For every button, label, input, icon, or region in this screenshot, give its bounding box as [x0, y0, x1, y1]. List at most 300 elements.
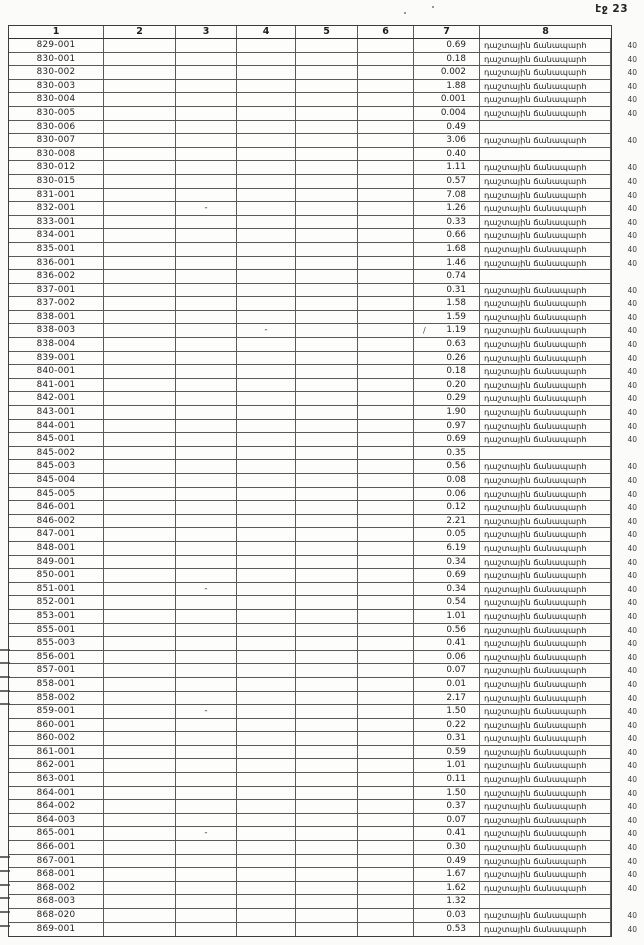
col5-cell — [296, 501, 358, 514]
margin-note: 40 — [627, 54, 637, 64]
col5-cell — [296, 257, 358, 270]
col2-cell — [104, 447, 176, 460]
table-row — [9, 637, 637, 651]
col6-cell — [358, 515, 414, 528]
col5-cell — [296, 270, 358, 283]
area-value: 0.06 — [446, 651, 466, 662]
col4-cell — [237, 610, 296, 623]
margin-note: 40 — [627, 476, 637, 485]
land-use-cell: դաշտային ճանապարհ — [480, 542, 611, 555]
col3-cell — [176, 406, 237, 419]
area-value: 2.21 — [446, 515, 466, 526]
col6-cell — [358, 692, 414, 705]
col3-cell — [176, 923, 237, 937]
area-value: 0.97 — [446, 420, 466, 431]
scan-speck — [432, 6, 434, 8]
margin-note: 40 — [627, 217, 637, 227]
scan-artifact — [0, 676, 10, 678]
table-row — [9, 406, 637, 420]
land-use-cell: դաշտային ճանապարհ — [480, 732, 611, 745]
table-row — [9, 719, 637, 733]
col4-cell — [237, 216, 296, 229]
area-value: 1.88 — [446, 80, 466, 91]
col6-cell — [358, 664, 414, 677]
col3-cell — [176, 787, 237, 800]
area-cell — [414, 569, 480, 582]
table-row — [9, 773, 637, 787]
col6-cell — [358, 569, 414, 582]
area-cell — [414, 651, 480, 664]
col5-cell — [296, 651, 358, 664]
margin-note: 40 — [627, 258, 637, 268]
col5-cell — [296, 719, 358, 732]
col2-cell — [104, 596, 176, 609]
col6-cell — [358, 923, 414, 937]
col3-cell — [176, 651, 237, 664]
col3-cell — [176, 447, 237, 460]
col4-cell — [237, 284, 296, 297]
parcel-code: 838-004 — [9, 338, 104, 351]
parcel-code: 853-001 — [9, 610, 104, 623]
col4-cell — [237, 732, 296, 745]
area-cell — [414, 420, 480, 433]
col6-cell — [358, 284, 414, 297]
parcel-code: 843-001 — [9, 406, 104, 419]
margin-note: 40 — [627, 489, 637, 499]
table-row — [9, 365, 637, 379]
parcel-code: 844-001 — [9, 420, 104, 433]
col5-cell — [296, 692, 358, 705]
area-value: 0.59 — [446, 746, 466, 757]
land-use-cell: դաշտային ճանապարհ — [480, 202, 611, 215]
col2-cell — [104, 379, 176, 392]
column-header: 8 — [542, 26, 549, 37]
col3-cell — [176, 66, 237, 79]
land-use-cell: դաշտային ճանապարհ — [480, 651, 611, 664]
land-use-cell — [480, 447, 611, 460]
margin-note: 40 — [627, 625, 637, 635]
col4-cell — [237, 814, 296, 827]
area-value: 7.08 — [446, 189, 466, 200]
col2-cell — [104, 528, 176, 541]
parcel-code: 830-005 — [9, 107, 104, 120]
col2-cell — [104, 270, 176, 283]
area-value: 0.12 — [446, 502, 466, 513]
col2-cell — [104, 692, 176, 705]
area-value: 0.41 — [446, 828, 466, 839]
col6-cell — [358, 556, 414, 569]
area-value: 1.50 — [446, 787, 466, 798]
col4-cell: - — [237, 324, 296, 337]
col2-cell — [104, 705, 176, 718]
margin-note: 40 — [627, 95, 637, 105]
col4-cell — [237, 66, 296, 79]
col6-cell — [358, 542, 414, 555]
col2-cell — [104, 909, 176, 922]
land-use-cell: դաշտային ճանապարհ — [480, 909, 611, 922]
col3-cell — [176, 909, 237, 922]
area-value: 0.06 — [446, 488, 466, 499]
col3-cell — [176, 732, 237, 745]
col4-cell — [237, 841, 296, 854]
table-row — [9, 528, 637, 542]
margin-note: 40 — [627, 584, 637, 594]
parcel-code: 830-002 — [9, 66, 104, 79]
col6-cell — [358, 229, 414, 242]
area-value: 1.32 — [446, 896, 466, 907]
col3-cell — [176, 189, 237, 202]
table-row — [9, 678, 637, 692]
land-use-cell: դաշտային ճանապարհ — [480, 759, 611, 772]
parcel-code: 838-001 — [9, 311, 104, 324]
area-value: 1.68 — [446, 243, 466, 254]
col3-cell — [176, 637, 237, 650]
table-row — [9, 324, 637, 338]
land-use-cell: դաշտային ճանապարհ — [480, 107, 611, 120]
area-cell — [414, 93, 480, 106]
parcel-code: 848-001 — [9, 542, 104, 555]
land-use-cell: դաշտային ճանապարհ — [480, 583, 611, 596]
area-value: 0.20 — [446, 379, 466, 390]
col3-cell — [176, 515, 237, 528]
land-use-cell: դաշտային ճանապարհ — [480, 352, 611, 365]
col6-cell — [358, 759, 414, 772]
col3-cell — [176, 379, 237, 392]
col2-cell — [104, 800, 176, 813]
col3-cell — [176, 855, 237, 868]
area-cell — [414, 474, 480, 487]
col2-cell — [104, 324, 176, 337]
col5-cell — [296, 121, 358, 134]
col6-cell — [358, 189, 414, 202]
parcel-code: 837-001 — [9, 284, 104, 297]
col4-cell — [237, 338, 296, 351]
col5-cell — [296, 460, 358, 473]
area-cell — [414, 53, 480, 66]
area-value: 0.18 — [446, 366, 466, 377]
col5-cell — [296, 569, 358, 582]
parcel-code: 845-004 — [9, 474, 104, 487]
area-value: 0.31 — [446, 284, 466, 295]
col3-cell: - — [176, 583, 237, 596]
area-value: 0.54 — [446, 597, 466, 608]
col5-cell — [296, 664, 358, 677]
table-row — [9, 66, 637, 80]
col6-cell — [358, 175, 414, 188]
parcel-code: 830-007 — [9, 134, 104, 147]
parcel-code: 830-006 — [9, 121, 104, 134]
col3-cell — [176, 882, 237, 895]
col5-cell — [296, 420, 358, 433]
col4-cell — [237, 923, 296, 937]
land-use-cell: դաշտային ճանապարհ — [480, 719, 611, 732]
col3-cell — [176, 93, 237, 106]
area-value: 1.62 — [446, 882, 466, 893]
area-cell — [414, 324, 480, 337]
area-cell — [414, 596, 480, 609]
land-use-cell: դաշտային ճանապարհ — [480, 746, 611, 759]
col6-cell — [358, 352, 414, 365]
col4-cell — [237, 107, 296, 120]
area-cell — [414, 882, 480, 895]
col6-cell — [358, 596, 414, 609]
table-row — [9, 80, 637, 94]
col5-cell — [296, 80, 358, 93]
area-cell — [414, 759, 480, 772]
area-cell — [414, 80, 480, 93]
area-value: 2.17 — [446, 692, 466, 703]
parcel-code: 868-001 — [9, 868, 104, 881]
margin-note: 40 — [627, 163, 637, 173]
parcel-code: 860-002 — [9, 732, 104, 745]
land-use-cell: դաշտային ճանապարհ — [480, 610, 611, 623]
parcel-code: 861-001 — [9, 746, 104, 759]
col3-cell — [176, 528, 237, 541]
col5-cell — [296, 583, 358, 596]
col6-cell — [358, 719, 414, 732]
col2-cell — [104, 338, 176, 351]
margin-note: 40 — [627, 788, 637, 798]
col5-cell — [296, 705, 358, 718]
parcel-code: 851-001 — [9, 583, 104, 596]
col4-cell — [237, 148, 296, 161]
col2-cell — [104, 148, 176, 161]
col6-cell — [358, 583, 414, 596]
col2-cell — [104, 624, 176, 637]
area-value: 0.41 — [446, 638, 466, 649]
col4-cell — [237, 270, 296, 283]
col3-cell: - — [176, 705, 237, 718]
col6-cell — [358, 257, 414, 270]
area-value: 0.33 — [446, 216, 466, 227]
col6-cell — [358, 746, 414, 759]
col5-cell — [296, 841, 358, 854]
col5-cell — [296, 855, 358, 868]
col2-cell — [104, 392, 176, 405]
area-cell — [414, 338, 480, 351]
area-value: 0.56 — [446, 624, 466, 635]
col5-cell — [296, 923, 358, 937]
area-cell — [414, 610, 480, 623]
land-use-cell: դաշտային ճանապարհ — [480, 175, 611, 188]
land-use-cell: դաշտային ճանապարհ — [480, 379, 611, 392]
col6-cell — [358, 678, 414, 691]
col3-cell — [176, 759, 237, 772]
margin-note: 40 — [627, 435, 637, 445]
col2-cell — [104, 610, 176, 623]
col2-cell — [104, 175, 176, 188]
area-value: 0.26 — [446, 352, 466, 363]
margin-note: 40 — [627, 707, 637, 717]
margin-note: 40 — [627, 761, 637, 771]
parcel-code: 866-001 — [9, 841, 104, 854]
area-cell — [414, 175, 480, 188]
table-row — [9, 352, 637, 366]
col4-cell — [237, 569, 296, 582]
area-value: 0.30 — [446, 842, 466, 853]
col5-cell — [296, 53, 358, 66]
col3-cell — [176, 542, 237, 555]
area-value: 1.50 — [446, 706, 466, 717]
area-value: 1.58 — [446, 298, 466, 309]
col3-cell — [176, 895, 237, 908]
col3-cell — [176, 501, 237, 514]
table-row — [9, 134, 637, 148]
col4-cell — [237, 352, 296, 365]
col2-cell — [104, 868, 176, 881]
land-use-cell: դաշտային ճանապարհ — [480, 692, 611, 705]
parcel-code: 830-003 — [9, 80, 104, 93]
area-cell — [414, 121, 480, 134]
table-row — [9, 746, 637, 760]
land-use-cell: դաշտային ճանապարհ — [480, 311, 611, 324]
col4-cell — [237, 474, 296, 487]
area-cell — [414, 787, 480, 800]
table-row — [9, 583, 637, 597]
col5-cell — [296, 243, 358, 256]
col6-cell — [358, 148, 414, 161]
col4-cell — [237, 365, 296, 378]
table-row — [9, 923, 637, 937]
col3-cell — [176, 297, 237, 310]
area-cell — [414, 841, 480, 854]
page-number-label: էջ 23 — [595, 3, 628, 15]
col4-cell — [237, 651, 296, 664]
col6-cell — [358, 134, 414, 147]
col6-cell — [358, 855, 414, 868]
parcel-code: 846-001 — [9, 501, 104, 514]
col6-cell — [358, 216, 414, 229]
area-value: 0.05 — [446, 529, 466, 540]
col4-cell — [237, 161, 296, 174]
col4-cell — [237, 664, 296, 677]
land-use-cell: դաշտային ճանապարհ — [480, 841, 611, 854]
scan-artifact — [0, 884, 10, 886]
col5-cell — [296, 229, 358, 242]
column-header: 4 — [237, 26, 296, 38]
col6-cell — [358, 773, 414, 786]
col5-cell — [296, 787, 358, 800]
land-use-cell: դաշտային ճանապարհ — [480, 365, 611, 378]
margin-note: 40 — [627, 462, 637, 472]
col4-cell — [237, 229, 296, 242]
col2-cell — [104, 202, 176, 215]
area-cell — [414, 855, 480, 868]
col5-cell — [296, 732, 358, 745]
col6-cell — [358, 270, 414, 283]
col2-cell — [104, 406, 176, 419]
column-header: 2 — [104, 26, 176, 38]
parcel-code: 867-001 — [9, 855, 104, 868]
area-value: 0.74 — [446, 271, 466, 282]
col4-cell — [237, 311, 296, 324]
table-row — [9, 189, 637, 203]
col3-cell — [176, 107, 237, 120]
col5-cell — [296, 678, 358, 691]
area-cell — [414, 161, 480, 174]
area-value: 6.19 — [446, 542, 466, 553]
col3-cell — [176, 39, 237, 52]
area-note-mark: / — [423, 326, 426, 336]
col4-cell — [237, 175, 296, 188]
table-row — [9, 93, 637, 107]
table-row — [9, 474, 637, 488]
col6-cell — [358, 420, 414, 433]
col5-cell — [296, 895, 358, 908]
land-use-cell: դաշտային ճանապարհ — [480, 501, 611, 514]
area-value: 0.56 — [446, 461, 466, 472]
table-row — [9, 556, 637, 570]
land-use-cell: դաշտային ճանապարհ — [480, 556, 611, 569]
col3-cell — [176, 161, 237, 174]
col5-cell — [296, 800, 358, 813]
land-use-cell: դաշտային ճանապարհ — [480, 855, 611, 868]
area-value: 1.01 — [446, 760, 466, 771]
scan-artifact — [0, 856, 10, 858]
table-row — [9, 814, 637, 828]
col6-cell — [358, 651, 414, 664]
land-use-cell: դաշտային ճանապարհ — [480, 338, 611, 351]
parcel-code: 831-001 — [9, 189, 104, 202]
area-cell — [414, 732, 480, 745]
land-use-cell: դաշտային ճանապարհ — [480, 569, 611, 582]
col2-cell — [104, 121, 176, 134]
parcel-code: 830-001 — [9, 53, 104, 66]
col2-cell — [104, 637, 176, 650]
parcel-code: 838-003 — [9, 324, 104, 337]
land-use-cell: դաշտային ճանապարհ — [480, 324, 611, 337]
col2-cell — [104, 583, 176, 596]
col6-cell — [358, 637, 414, 650]
table-row — [9, 624, 637, 638]
col5-cell — [296, 610, 358, 623]
land-use-cell: դաշտային ճանապարհ — [480, 705, 611, 718]
col5-cell — [296, 909, 358, 922]
col2-cell — [104, 53, 176, 66]
col4-cell — [237, 134, 296, 147]
area-value: 0.37 — [446, 801, 466, 812]
area-cell — [414, 692, 480, 705]
col4-cell — [237, 501, 296, 514]
parcel-code: 834-001 — [9, 229, 104, 242]
col2-cell — [104, 80, 176, 93]
col2-cell — [104, 474, 176, 487]
parcel-code: 858-002 — [9, 692, 104, 705]
land-use-cell: դաշտային ճանապարհ — [480, 297, 611, 310]
col4-cell — [237, 80, 296, 93]
area-cell — [414, 243, 480, 256]
col6-cell — [358, 488, 414, 501]
area-cell — [414, 664, 480, 677]
col5-cell — [296, 311, 358, 324]
col2-cell — [104, 746, 176, 759]
col5-cell — [296, 161, 358, 174]
col5-cell — [296, 365, 358, 378]
area-value: 0.01 — [446, 678, 466, 689]
col4-cell — [237, 868, 296, 881]
area-cell — [414, 868, 480, 881]
parcel-code: 862-001 — [9, 759, 104, 772]
table-row — [9, 229, 637, 243]
col4-cell — [237, 488, 296, 501]
land-use-cell: դաշտային ճանապարհ — [480, 488, 611, 501]
col2-cell — [104, 569, 176, 582]
land-use-cell: դաշտային ճանապարհ — [480, 420, 611, 433]
parcel-code: 845-002 — [9, 447, 104, 460]
col2-cell — [104, 433, 176, 446]
parcel-code: 833-001 — [9, 216, 104, 229]
margin-note: 40 — [627, 81, 637, 91]
